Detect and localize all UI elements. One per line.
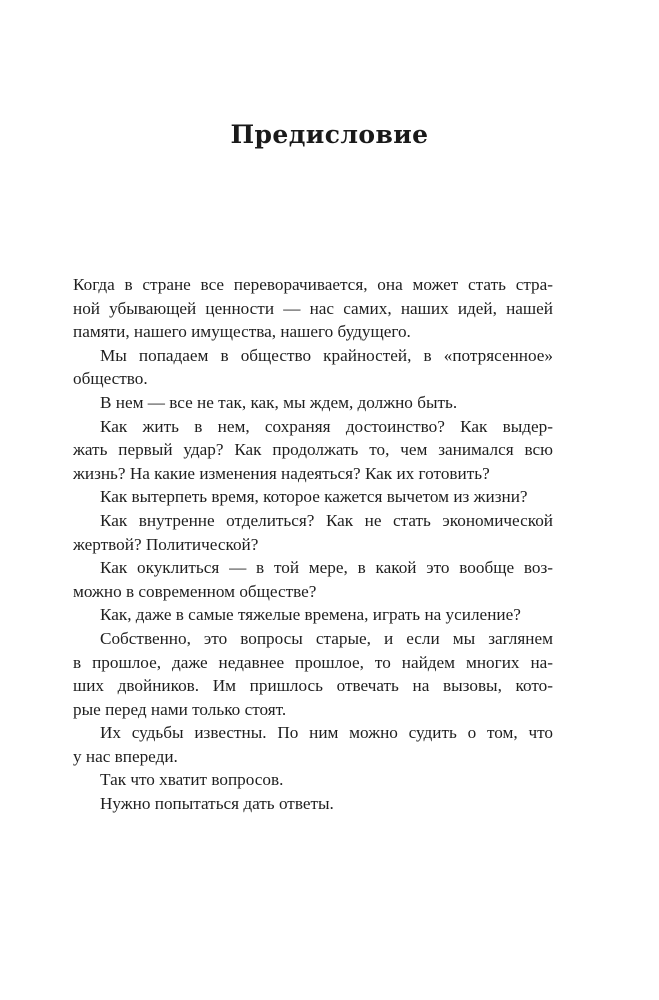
text-line: Как вытерпеть время, которое кажется вычетом из жизни?	[100, 487, 528, 507]
text-line: ной убывающей ценности — нас самих, наших идей, нашей	[73, 298, 553, 318]
preface-text	[73, 273, 553, 816]
text-line: рые перед нами только стоят.	[73, 699, 287, 719]
text-line: Как внутренне отделиться? Как не стать экономической	[100, 510, 553, 530]
text-line: Собственно, это вопросы старые, и если мы заглянем	[100, 628, 553, 648]
page-title: Предисловие	[230, 120, 429, 149]
text-line: В нем — все не так, как, мы ждем, должно быть.	[100, 392, 458, 412]
text-line: Мы попадаем в общество крайностей, в «потрясенное»	[100, 345, 553, 365]
text-line: жертвой? Политической?	[73, 534, 259, 554]
text-line: общество.	[73, 369, 148, 389]
text-line: в прошлое, даже недавнее прошлое, то найдем многих на-	[73, 652, 553, 672]
text-line: Когда в стране все переворачивается, она может стать стра-	[73, 275, 553, 294]
text-line: Как жить в нем, сохраняя достоинство? Как выдер-	[100, 416, 553, 436]
text-line: Так что хватит вопросов.	[100, 770, 284, 790]
text-line: Нужно попытаться дать ответы.	[100, 794, 334, 814]
text-line: ших двойников. Им пришлось отвечать на вызовы, кото-	[73, 676, 553, 696]
text-line: Их судьбы известны. По ним можно судить о том, что	[100, 723, 553, 743]
text-line: жизнь? На какие изменения надеяться? Как их готовить?	[73, 463, 490, 483]
text-line: Как окуклиться — в той мере, в какой это вообще воз-	[100, 558, 553, 578]
text-line: памяти, нашего имущества, нашего будущего.	[73, 322, 411, 342]
text-line: Как, даже в самые тяжелые времена, играть на усиление?	[100, 605, 521, 625]
text-line: у нас впереди.	[73, 746, 178, 766]
text-line: жать первый удар? Как продолжать то, чем занимался всю	[73, 440, 553, 460]
text-line: можно в современном обществе?	[73, 581, 317, 601]
